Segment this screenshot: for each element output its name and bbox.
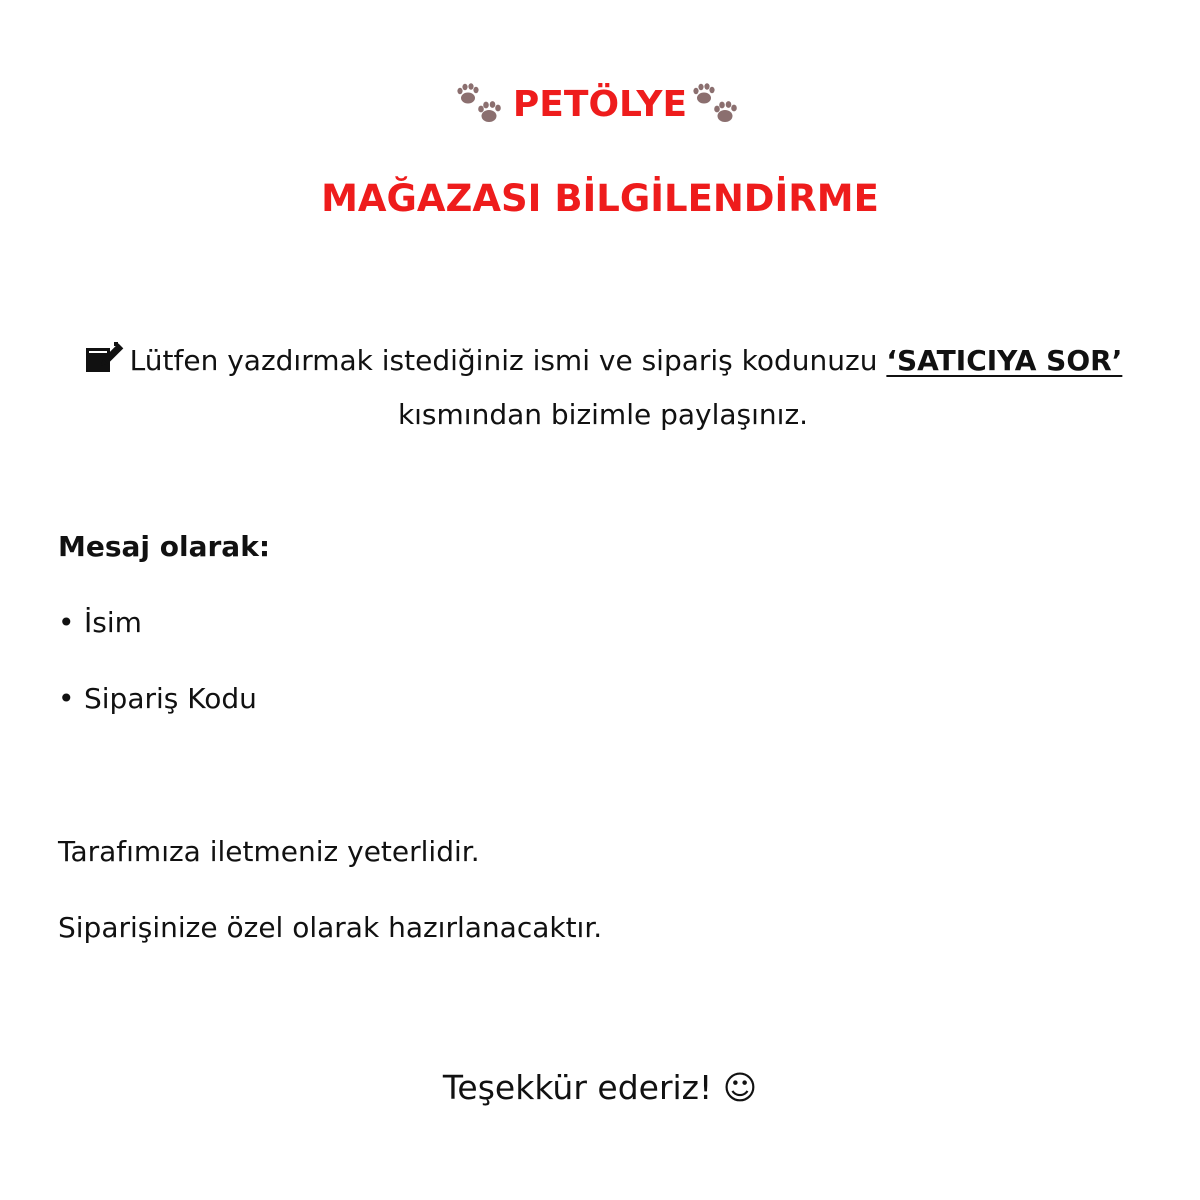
- paw-prints-icon: [689, 80, 747, 128]
- list-item-label: İsim: [84, 606, 142, 639]
- thanks-line: [0, 1068, 1200, 1107]
- list-item-label: Sipariş Kodu: [84, 682, 257, 715]
- bullet-icon: •: [58, 682, 75, 715]
- bullet-icon: •: [58, 606, 75, 639]
- intro-text: Lütfen yazdırmak istediğiniz ismi ve sipariş kodunuzu: [129, 344, 878, 377]
- note-line: Siparişinize özel olarak hazırlanacaktır.: [58, 911, 603, 944]
- smiley-icon: ☺: [722, 1068, 758, 1107]
- paw-prints-icon: [453, 80, 511, 128]
- note-line: Tarafımıza iletmeniz yeterlidir.: [58, 835, 480, 868]
- message-heading: Mesaj olarak:: [58, 530, 271, 563]
- list-item: [58, 606, 142, 639]
- pencil-writing-icon: [84, 340, 124, 374]
- brand-title-row: [0, 80, 1200, 140]
- list-item: [58, 682, 257, 715]
- thanks-text: Teşekkür ederiz!: [442, 1068, 713, 1107]
- page-subtitle: MAĞAZASI BİLGİLENDİRME: [321, 177, 879, 220]
- satıcıya-sor-highlight: ‘SATICIYA SOR’: [886, 344, 1123, 377]
- brand-name: PETÖLYE: [512, 83, 688, 125]
- intro-text-continued: kısmından bizimle paylaşınız.: [397, 398, 809, 431]
- intro-paragraph: [58, 334, 1148, 442]
